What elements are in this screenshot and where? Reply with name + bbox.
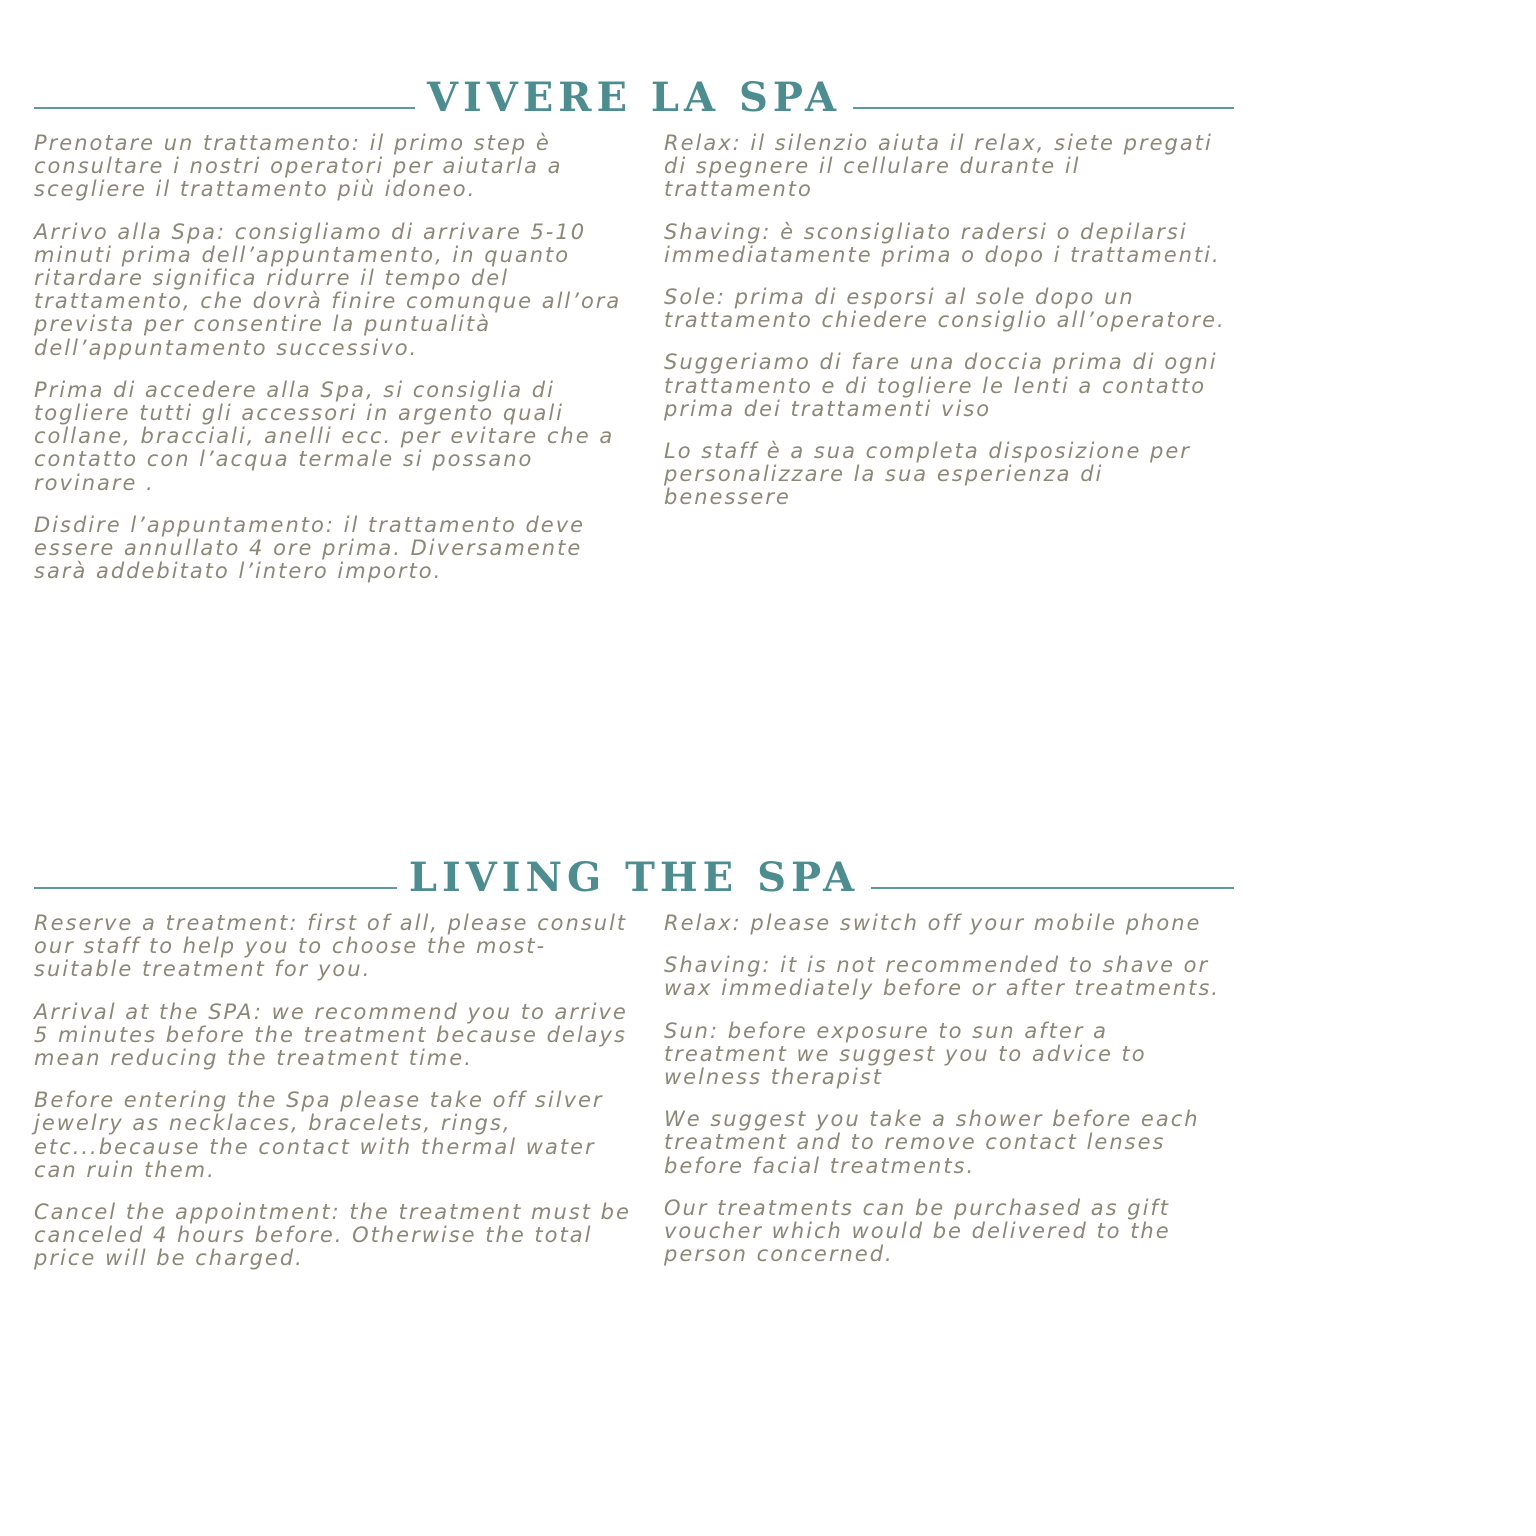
heading-rule-left	[34, 887, 397, 889]
paragraph-shower: We suggest you take a shower before each treatment and to remove contact lenses before facial treatments.	[664, 1107, 1200, 1178]
paragraph-shaving: Shaving: it is not recommended to shave or wax immediately before or after treatments.	[664, 953, 1220, 1001]
heading-rule-right	[871, 887, 1234, 889]
italian-section	[34, 76, 1234, 602]
section-heading-row	[34, 856, 1234, 900]
text-columns	[34, 912, 1234, 1290]
left-column	[34, 912, 634, 1290]
paragraph-relax: Relax: please switch off your mobile phone	[664, 911, 1202, 935]
right-column	[634, 132, 1234, 602]
paragraph-shower: Suggeriamo di fare una doccia prima di ogni trattamento e di togliere le lenti a contatto prima dei trattamenti viso	[664, 350, 1218, 421]
paragraph-cancellation: Cancel the appointment: the treatment must be canceled 4 hours before. Otherwise the total price will be charged.	[34, 1200, 631, 1271]
paragraph-arrival: Arrival at the SPA: we recommend you to arrive 5 minutes before the treatment because delays mean reducing the treatment time.	[34, 999, 628, 1071]
paragraph-staff: Lo staff è a sua completa disposizione per personalizzare la sua esperienza di benessere	[664, 439, 1191, 510]
paragraph-sun: Sun: before exposure to sun after a treatment we suggest you to advice to welness therapist	[664, 1018, 1147, 1090]
paragraph-shaving: Shaving: è sconsigliato radersi o depilarsi immediatamente prima o dopo i trattamenti.	[664, 219, 1221, 267]
paragraph-booking: Reserve a treatment: first of all, please consult our staff to help you to choose the most-suitable treatment for you.	[34, 911, 628, 982]
paragraph-relax: Relax: il silenzio aiuta il relax, siete pregati di spegnere il cellulare durante il trattamento	[664, 131, 1213, 202]
paragraph-accessories: Prima di accedere alla Spa, si consiglia di togliere tutti gli accessori in argento quali collane, bracciali, anelli ecc. per evitare che a contatto con l’acqua termale si possano rovinare .	[34, 377, 615, 495]
paragraph-booking: Prenotare un trattamento: il primo step è consultare i nostri operatori per aiutarla a scegliere il trattamento più idoneo.	[34, 131, 563, 202]
heading-rule-left	[34, 107, 415, 109]
paragraph-cancellation: Disdire l’appuntamento: il trattamento deve essere annullato 4 ore prima. Diversamente sarà addebitato l’intero importo.	[34, 512, 586, 584]
right-column	[634, 912, 1234, 1290]
paragraph-sun: Sole: prima di esporsi al sole dopo un trattamento chiedere consiglio all’operatore.	[664, 285, 1226, 333]
section-heading-row	[34, 76, 1234, 120]
english-section	[34, 856, 1234, 1290]
paragraph-gift-voucher: Our treatments can be purchased as gift voucher which would be delivered to the person concerned.	[664, 1195, 1171, 1267]
paragraph-arrival: Arrivo alla Spa: consigliamo di arrivare 5-10 minuti prima dell’appuntamento, in quanto ritardare significa ridurre il tempo del trattamento, che dovrà finire comunque all’ora prevista per consentire la puntualità dell’appuntamento successivo.	[34, 219, 622, 360]
section-title: VIVERE LA SPA	[426, 74, 842, 121]
text-columns	[34, 132, 1234, 602]
left-column	[34, 132, 634, 602]
paragraph-accessories: Before entering the Spa please take off silver jewelry as necklaces, bracelets, rings, etc...because the contact with thermal water can ruin them.	[34, 1088, 604, 1182]
section-title: LIVING THE SPA	[408, 854, 860, 901]
heading-rule-right	[853, 107, 1234, 109]
